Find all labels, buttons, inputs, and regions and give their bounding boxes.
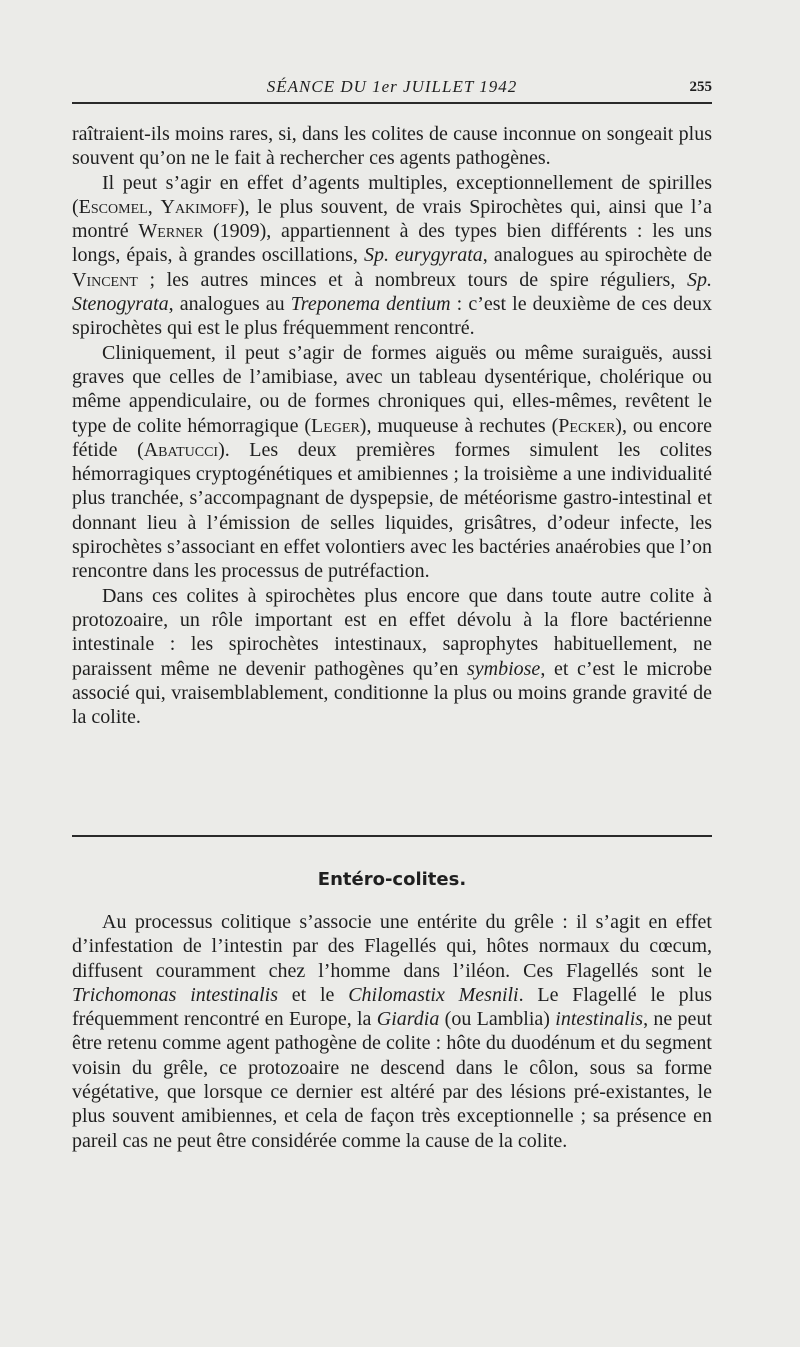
body-text-top [72, 122, 712, 729]
text-run: Cliniquement, il peut s’agir de formes aiguës ou même suraiguës, aussi graves que celles de l’amibiase, avec un tableau dysentérique, cholérique ou même appendiculaire, ou de formes chroniques qui, elles-mêmes, revêtent le type de colite hémorragique ( [72, 341, 712, 437]
text-run: ). Les deux premières formes simulent les colites hémorragiques cryptogénétiques et amibiennes ; la troisième a une individualité plus tranchée, s’accompagnant de dyspepsie, de météorisme gastro-intestinal et donnant lieu à l’émission de selles liquides, grisâtres, d’odeur infecte, les spirochètes s’associant en effet volontiers avec les bactéries anaérobies que l’on rencontre dans les processus de putréfaction. [72, 438, 713, 583]
paragraph [72, 341, 712, 584]
italic-term: symbiose [466, 657, 541, 680]
text-run: : c’est le deuxième de ces deux spirochètes qui est le plus fréquemment rencontré. [72, 293, 712, 340]
text-run: , analogues au [168, 293, 291, 316]
running-head: SÉANCE DU 1er JUILLET 1942 [266, 77, 518, 96]
text-run: ), le plus souvent, de vrais Spirochètes qui, ainsi que l’a montré [72, 195, 713, 243]
section-heading: Entéro-colites. [317, 869, 467, 890]
italic-term: intestinalis [555, 1008, 644, 1031]
italic-term: Sp. eurygyrata [363, 244, 483, 267]
italic-term: Treponema dentium [290, 293, 451, 316]
text-run: ; les autres minces et à nombreux tours de spire réguliers, [137, 268, 687, 291]
author-name: Escomel [78, 195, 148, 218]
italic-term: Trichomonas intestinalis [72, 983, 279, 1006]
text-run: ), muqueuse à rechutes ( [359, 414, 559, 437]
text-run: , et c’est le microbe associé qui, vraisemblablement, conditionne la plus ou moins grande gravité de la colite. [72, 657, 712, 729]
text-run: (ou Lamblia) [439, 1008, 556, 1031]
text-run: et le [278, 983, 349, 1006]
italic-term: Giardia [376, 1008, 440, 1031]
text-run: , [147, 195, 161, 218]
author-name: Pecker [558, 414, 616, 437]
author-name: Werner [138, 220, 204, 243]
text-run: Au processus colitique s’associe une entérite du grêle : il s’agit en effet d’infestation de l’intestin par des Flagellés qui, hôtes normaux du cœcum, diffusent couramment chez l’homme dans l’iléon. Ces Flagellés sont le [72, 911, 712, 982]
author-name: Yakimoff [160, 195, 238, 218]
italic-term: Sp. Stenogyrata [72, 268, 712, 316]
paragraph [72, 122, 712, 171]
author-name: Abatucci [143, 438, 219, 461]
section-rule [72, 835, 712, 837]
author-name: Vincent [72, 268, 138, 291]
paragraph [72, 910, 712, 1153]
text-run: , ne peut être retenu comme agent pathogène de colite : hôte du duodénum et du segment voisin du grêle, ce protozoaire ne descend dans le côlon, sous sa forme végétative, que lorsque ce dernier est altéré par des lésions pré-existantes, le plus souvent amibiennes, et cela de façon très exceptionnelle ; sa présence en pareil cas ne peut être considérée comme la cause de la colite. [72, 1008, 712, 1152]
text-run: . Le Flagellé le plus fréquemment rencontré en Europe, la [72, 983, 712, 1031]
text-run: Dans ces colites à spirochètes plus encore que dans toute autre colite à protozoaire, un rôle important est en effet dévolu à la flore bactérienne intestinale : les spirochètes intestinaux, saprophytes habituellement, ne paraissent même ne devenir pathogènes qu’en [72, 584, 712, 680]
text-run: raîtraient-ils moins rares, si, dans les colites de cause inconnue on songeait plus souvent qu’on ne le fait à rechercher ces agents pathogènes. [72, 123, 712, 170]
author-name: Leger [311, 414, 360, 437]
paragraph [72, 171, 712, 341]
text-run: Il peut s’agir en effet d’agents multiples, exceptionnellement de spirilles ( [72, 171, 712, 218]
paragraph [72, 584, 712, 730]
italic-term: Chilomastix Mesnili [348, 983, 519, 1006]
text-run: ), ou encore fétide ( [72, 414, 713, 461]
page-number: 255 [689, 79, 712, 95]
page-header [72, 76, 712, 102]
text-run: (1909), appartiennent à des types bien différents : les uns longs, épais, à grandes oscillations, [72, 220, 713, 267]
body-text-bottom [72, 910, 712, 1153]
text-run: , analogues au spirochète de [482, 244, 712, 267]
header-rule [72, 102, 712, 104]
